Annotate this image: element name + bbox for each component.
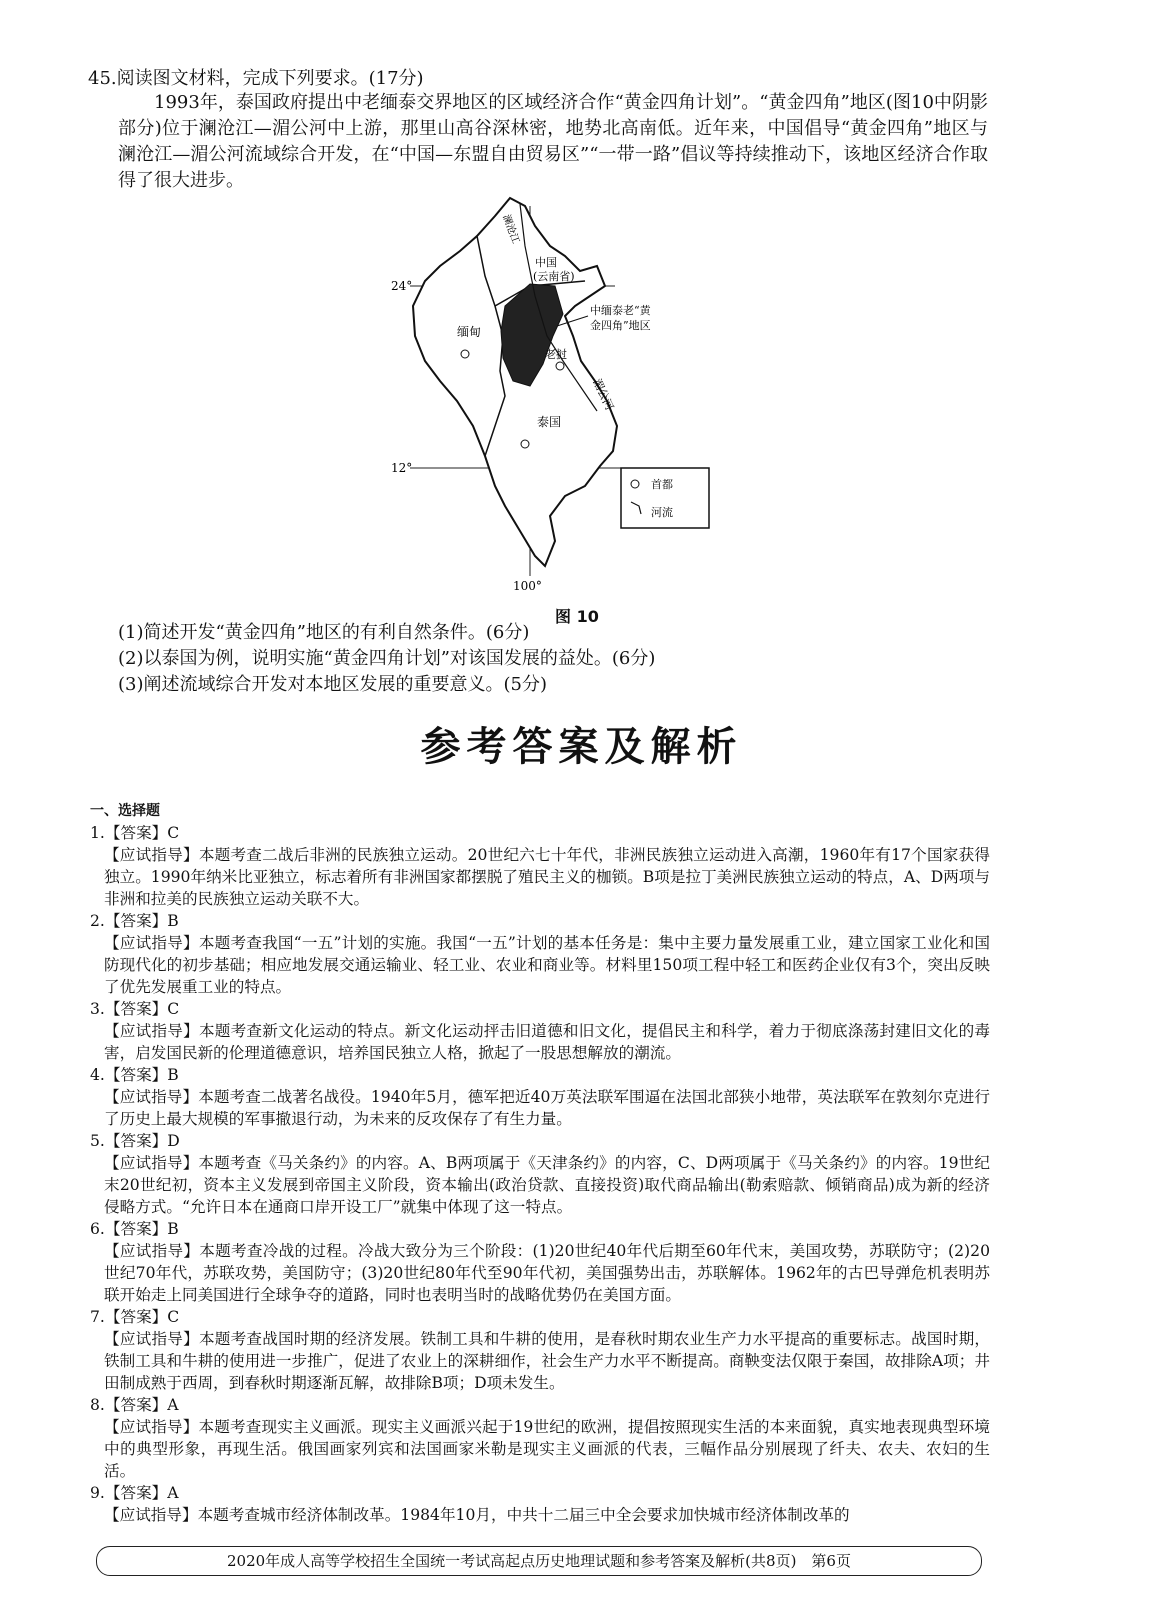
answer-key: 7.【答案】C xyxy=(90,1308,180,1326)
answer-key: 3.【答案】C xyxy=(90,1000,180,1018)
legend-box xyxy=(621,468,709,528)
answer-key: 2.【答案】B xyxy=(90,912,179,930)
lat-label-24: 24° xyxy=(391,279,413,293)
answer-guide: 【应试指导】本题考查二战著名战役。1940年5月，德军把近40万英法联军围逼在法国北部狭小地带，英法联军在敦刻尔克进行了历史上最大规模的军事撤退行动，为未来的反攻保存了有生力量。 xyxy=(104,1088,990,1128)
answer-guide: 【应试指导】本题考查新文化运动的特点。新文化运动抨击旧道德和旧文化，提倡民主和科学，着力于彻底涤荡封建旧文化的毒害，启发国民新的伦理道德意识，培养国民独立人格，掀起了一股思想解放的潮流。 xyxy=(104,1022,990,1062)
question-text: 1993年，泰国政府提出中老缅泰交界地区的区域经济合作“黄金四角计划”。“黄金四角”地区(图10中阴影部分)位于澜沧江—湄公河中上游，那里山高谷深林密，地势北高南低。近年来，中国倡导“黄金四角”地区与澜沧江—湄公河流域综合开发，在“中国—东盟自由贸易区”“一带一路”倡议等持续推动下，该地区经济合作取得了很大进步。 xyxy=(118,92,988,191)
answers-list xyxy=(90,800,990,1526)
answer-item xyxy=(90,822,990,910)
answer-key: 9.【答案】A xyxy=(90,1484,179,1502)
capital-naypyidaw xyxy=(461,350,469,358)
label-thailand: 泰国 xyxy=(537,415,562,429)
answer-item xyxy=(90,1218,990,1306)
subquestion-1: (1)简述开发“黄金四角”地区的有利自然条件。(6分) xyxy=(118,622,530,643)
subquestion-2: (2)以泰国为例，说明实施“黄金四角计划”对该国发展的益处。(6分) xyxy=(118,648,656,669)
label-china: 中国 xyxy=(535,256,557,269)
label-region-line2: 金四角”地区 xyxy=(590,319,651,332)
answer-guide: 【应试指导】本题考查《马关条约》的内容。A、B两项属于《天津条约》的内容，C、D两项属于《马关条约》的内容。19世纪末20世纪初，资本主义发展到帝国主义阶段，资本输出(政治贷款、直接投资)取代商品输出(勒索赔款、倾销商品)成为新的经济侵略方式。“允许日本在通商口岸开设工厂”就集中体现了这一特点。 xyxy=(104,1154,990,1216)
map-figure xyxy=(385,186,730,604)
label-laos: 老挝 xyxy=(545,348,567,361)
answer-key: 4.【答案】B xyxy=(90,1066,179,1084)
answer-item xyxy=(90,1482,990,1526)
question-heading: 45.阅读图文材料，完成下列要求。(17分) xyxy=(88,68,424,89)
answer-item xyxy=(90,1064,990,1130)
label-myanmar: 缅甸 xyxy=(457,325,482,339)
page-footer: 2020年成人高等学校招生全国统一考试高起点历史地理试题和参考答案及解析(共8页) 第6页 xyxy=(96,1546,982,1576)
answers-title: 参考答案及解析 xyxy=(420,724,743,770)
answer-item xyxy=(90,1130,990,1218)
answer-item xyxy=(90,998,990,1064)
answer-key: 8.【答案】A xyxy=(90,1396,179,1414)
answer-item xyxy=(90,910,990,998)
subquestion-3: (3)阐述流域综合开发对本地区发展的重要意义。(5分) xyxy=(118,674,547,695)
legend-river-label: 河流 xyxy=(651,506,673,519)
label-yunnan: (云南省) xyxy=(533,270,575,283)
legend-capital-label: 首都 xyxy=(651,478,673,491)
answer-guide: 【应试指导】本题考查战国时期的经济发展。铁制工具和牛耕的使用，是春秋时期农业生产力水平提高的重要标志。战国时期，铁制工具和牛耕的使用进一步推广，促进了农业上的深耕细作，社会生产力水平不断提高。商鞅变法仅限于秦国，故排除A项；井田制成熟于西周，到春秋时期逐渐瓦解，故排除B项；D项未发生。 xyxy=(104,1330,990,1392)
answer-item xyxy=(90,1394,990,1482)
answer-key: 1.【答案】C xyxy=(90,824,180,842)
answer-guide: 【应试指导】本题考查冷战的过程。冷战大致分为三个阶段：(1)20世纪40年代后期至60年代末，美国攻势，苏联防守；(2)20世纪70年代，苏联攻势，美国防守；(3)20世纪80年代至90年代初，美国强势出击，苏联解体。1962年的古巴导弹危机表明苏联开始走上同美国进行全球争夺的道路，同时也表明当时的战略优势仍在美国方面。 xyxy=(104,1242,990,1304)
answer-guide: 【应试指导】本题考查城市经济体制改革。1984年10月，中共十二届三中全会要求加快城市经济体制改革的 xyxy=(104,1506,850,1524)
figure-caption: 图 10 xyxy=(555,607,599,626)
question-paragraph xyxy=(118,90,988,194)
answer-guide: 【应试指导】本题考查二战后非洲的民族独立运动。20世纪六七十年代，非洲民族独立运动进入高潮，1960年有17个国家获得独立。1990年纳米比亚独立，标志着所有非洲国家都摆脱了殖民主义的枷锁。B项是拉丁美洲民族独立运动的特点，A、D两项与非洲和拉美的民族独立运动关联不大。 xyxy=(104,846,990,908)
answer-guide: 【应试指导】本题考查我国“一五”计划的实施。我国“一五”计划的基本任务是：集中主要力量发展重工业，建立国家工业化和国防现代化的初步基础；相应地发展交通运输业、轻工业、农业和商业等。材料里150项工程中轻工和医药企业仅有3个，突出反映了优先发展重工业的特点。 xyxy=(104,934,990,996)
legend-capital-icon xyxy=(631,480,639,488)
answer-guide: 【应试指导】本题考查现实主义画派。现实主义画派兴起于19世纪的欧洲，提倡按照现实生活的本来面貌，真实地表现典型环境中的典型形象，再现生活。俄国画家列宾和法国画家米勒是现实主义画派的代表，三幅作品分别展现了纤夫、农夫、农妇的生活。 xyxy=(104,1418,990,1480)
label-lancang: 澜沧江 xyxy=(500,213,521,246)
label-mekong: 湄公河 xyxy=(590,376,617,413)
answer-item xyxy=(90,1306,990,1394)
answer-key: 6.【答案】B xyxy=(90,1220,179,1238)
capital-vientiane xyxy=(556,362,564,370)
answer-key: 5.【答案】D xyxy=(90,1132,180,1150)
lat-label-12: 12° xyxy=(391,461,413,475)
capital-bangkok xyxy=(521,440,529,448)
label-region-line1: 中缅泰老“黄 xyxy=(590,304,651,317)
lon-label-100: 100° xyxy=(513,579,542,593)
section-title: 一、选择题 xyxy=(90,803,160,819)
